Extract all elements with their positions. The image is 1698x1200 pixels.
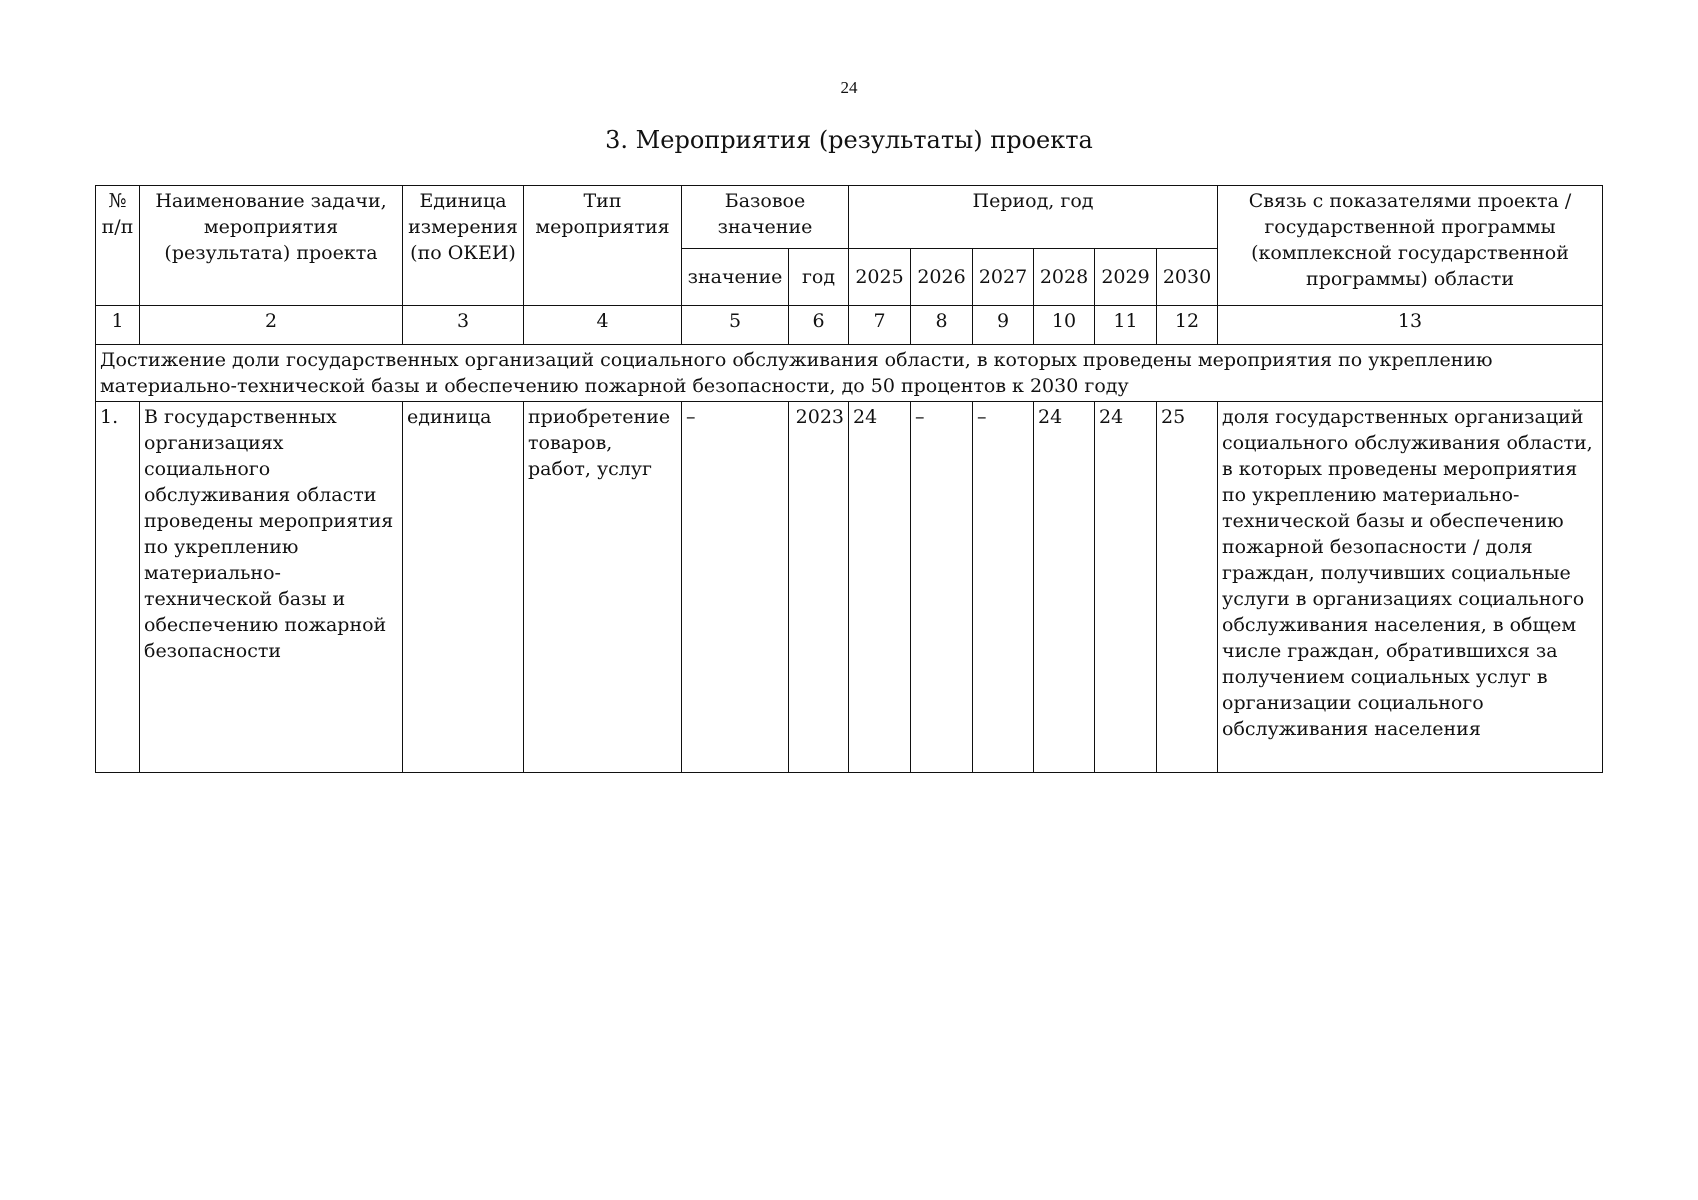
column-number: 2	[140, 306, 403, 345]
header-year-2030: 2030	[1157, 249, 1218, 306]
header-name: Наименование задачи, мероприятия (результата) проекта	[140, 186, 403, 306]
row-indicator-link: доля государственных организаций социального обслуживания области, в которых проведены мероприятия по укреплению материально-технической базы и обеспечению пожарной безопасности / доля граждан, получивших социальные услуги в организациях социального обслуживания населения, в общем числе граждан, обратившихся за получением социальных услуг в организации социального обслуживания населения	[1218, 402, 1603, 773]
header-link: Связь с показателями проекта / государственной программы (комплексной государственной программы) области	[1218, 186, 1603, 306]
header-year-2029: 2029	[1095, 249, 1157, 306]
header-unit: Единица измерения (по ОКЕИ)	[403, 186, 524, 306]
header-type: Тип мероприятия	[524, 186, 682, 306]
column-number: 6	[789, 306, 849, 345]
column-number: 11	[1095, 306, 1157, 345]
header-base-value: значение	[682, 249, 789, 306]
header-base-group: Базовое значение	[682, 186, 849, 249]
row-value-2030: 25	[1157, 402, 1218, 773]
row-value-2028: 24	[1034, 402, 1095, 773]
row-number: 1.	[96, 402, 140, 773]
row-value-2026: –	[911, 402, 973, 773]
column-number: 5	[682, 306, 789, 345]
column-number: 13	[1218, 306, 1603, 345]
header-row-1	[96, 186, 1603, 249]
header-period-group: Период, год	[849, 186, 1218, 249]
column-number: 4	[524, 306, 682, 345]
row-value-2029: 24	[1095, 402, 1157, 773]
column-number: 9	[973, 306, 1034, 345]
header-number: № п/п	[96, 186, 140, 306]
header-year-2026: 2026	[911, 249, 973, 306]
column-number: 3	[403, 306, 524, 345]
header-year-2027: 2027	[973, 249, 1034, 306]
column-number: 7	[849, 306, 911, 345]
row-value-2027: –	[973, 402, 1034, 773]
header-base-year: год	[789, 249, 849, 306]
row-measure-name: В государственных организациях социального обслуживания области проведены мероприятия по укреплению материально-технической базы и обеспечению пожарной безопасности	[140, 402, 403, 773]
column-number-row	[96, 306, 1603, 345]
section-row	[96, 345, 1603, 402]
table-row	[96, 402, 1603, 773]
row-base-value: –	[682, 402, 789, 773]
section-title: 3. Мероприятия (результаты) проекта	[605, 126, 1093, 154]
measures-table	[95, 185, 1603, 773]
section-task-title: Достижение доли государственных организаций социального обслуживания области, в которых проведены мероприятия по укреплению материально-технической базы и обеспечению пожарной безопасности, до 50 процентов к 2030 году	[96, 345, 1603, 402]
header-year-2028: 2028	[1034, 249, 1095, 306]
page-number: 24	[840, 78, 858, 97]
row-base-year: 2023	[789, 402, 849, 773]
row-value-2025: 24	[849, 402, 911, 773]
row-unit: единица	[403, 402, 524, 773]
column-number: 8	[911, 306, 973, 345]
column-number: 1	[96, 306, 140, 345]
row-type: приобретение товаров, работ, услуг	[524, 402, 682, 773]
column-number: 12	[1157, 306, 1218, 345]
header-year-2025: 2025	[849, 249, 911, 306]
column-number: 10	[1034, 306, 1095, 345]
